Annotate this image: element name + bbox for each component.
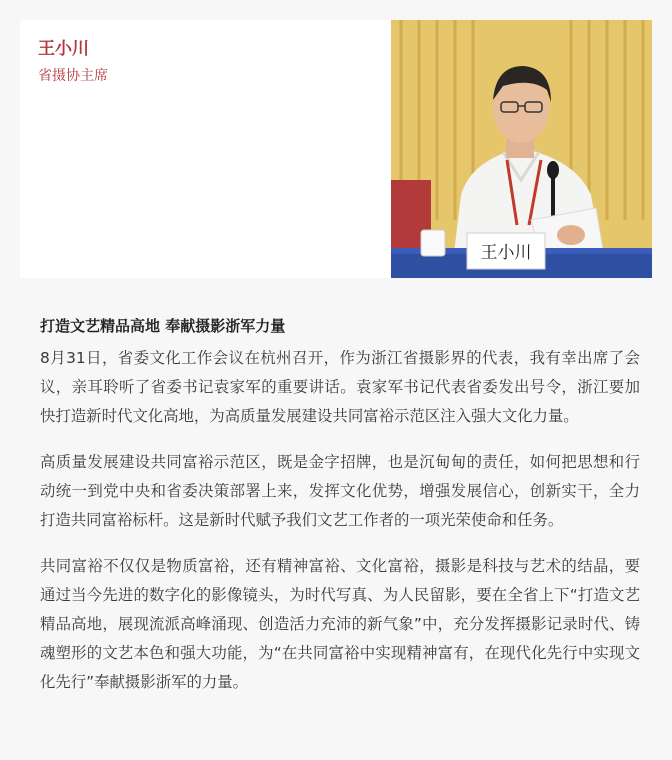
profile-card: [20, 20, 652, 278]
profile-role: 省摄协主席: [38, 68, 108, 84]
article-paragraph: 高质量发展建设共同富裕示范区，既是金字招牌，也是沉甸甸的责任，如何把思想和行动统一到党中央和省委决策部署上来，发挥文化优势，增强发展信心，创新实干，全力打造共同富裕标杆。这是新时代赋予我们文艺工作者的一项光荣使命和任务。: [40, 453, 640, 529]
article-paragraph: 8月31日，省委文化工作会议在杭州召开，作为浙江省摄影界的代表，我有幸出席了会议，亲耳聆听了省委书记袁家军的重要讲话。袁家军书记代表省委发出号令，浙江要加快打造新时代文化高地，为高质量发展建设共同富裕示范区注入强大文化力量。: [40, 349, 640, 425]
profile-name: 王小川: [38, 39, 89, 59]
nameplate-text: 王小川: [480, 243, 532, 263]
portrait-photo: [391, 20, 652, 278]
article-body: [40, 344, 640, 714]
article-paragraph: 共同富裕不仅仅是物质富裕，还有精神富裕、文化富裕，摄影是科技与艺术的结晶，要通过当今先进的数字化的影像镜头，为时代写真、为人民留影，要在全省上下“打造文艺精品高地，展现流派高峰涌现、创造活力充沛的新气象”中，充分发挥摄影记录时代、铸魂塑形的文艺本色和强大功能，为“在共同富裕中实现精神富有，在现代化先行中实现文化先行”奉献摄影浙军的力量。: [40, 557, 640, 691]
article-title: 打造文艺精品高地 奉献摄影浙军力量: [40, 317, 286, 335]
